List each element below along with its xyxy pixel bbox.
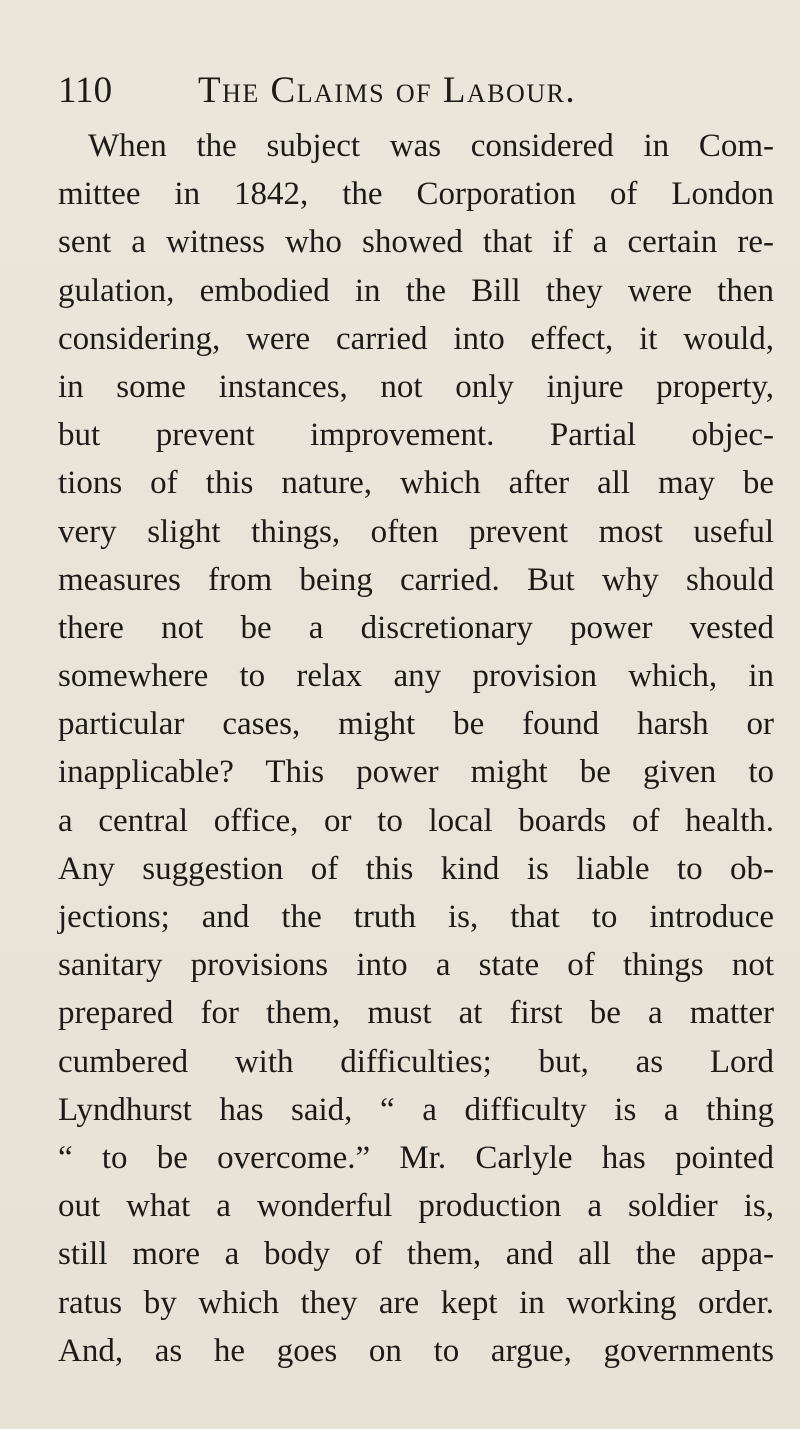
text-line: very slight things, often prevent most useful — [58, 513, 774, 550]
text-line: but prevent improvement. Partial objec- — [58, 417, 774, 454]
text-line: “ to be overcome.” Mr. Carlyle has pointed — [58, 1139, 774, 1176]
text-line: When the subject was considered in Com- — [88, 128, 774, 164]
text-line: prepared for them, must at first be a matter — [58, 995, 774, 1032]
text-line: sanitary provisions into a state of things not — [58, 947, 774, 984]
running-title: The Claims of Labour. — [198, 70, 577, 111]
text-line: a central office, or to local boards of health. — [58, 802, 774, 839]
running-head — [58, 66, 748, 116]
text-line: inapplicable? This power might be given to — [58, 754, 774, 791]
text-line: out what a wonderful production a soldier is, — [58, 1188, 774, 1225]
body-text — [58, 122, 774, 1375]
text-line: Any suggestion of this kind is liable to ob- — [58, 850, 774, 887]
text-line: And, as he goes on to argue, governments — [58, 1332, 774, 1369]
text-line: measures from being carried. But why should — [58, 561, 774, 598]
text-line: gulation, embodied in the Bill they were then — [58, 272, 774, 309]
text-line: particular cases, might be found harsh or — [58, 706, 774, 743]
text-line: ratus by which they are kept in working order. — [58, 1284, 774, 1321]
text-line: Lyndhurst has said, “ a difficulty is a thing — [58, 1091, 774, 1128]
text-line: sent a witness who showed that if a certain re- — [58, 224, 774, 261]
text-line: jections; and the truth is, that to introduce — [58, 899, 774, 935]
text-line: there not be a discretionary power vested — [58, 609, 774, 646]
text-line: cumbered with difficulties; but, as Lord — [58, 1043, 774, 1080]
page-number: 110 — [58, 70, 113, 111]
text-line: mittee in 1842, the Corporation of London — [58, 176, 774, 213]
text-line: tions of this nature, which after all may be — [58, 465, 774, 502]
text-line: still more a body of them, and all the appa- — [58, 1236, 774, 1273]
text-line: in some instances, not only injure property, — [58, 368, 774, 405]
text-line: considering, were carried into effect, it would, — [58, 320, 774, 357]
text-line: somewhere to relax any provision which, in — [58, 658, 774, 695]
